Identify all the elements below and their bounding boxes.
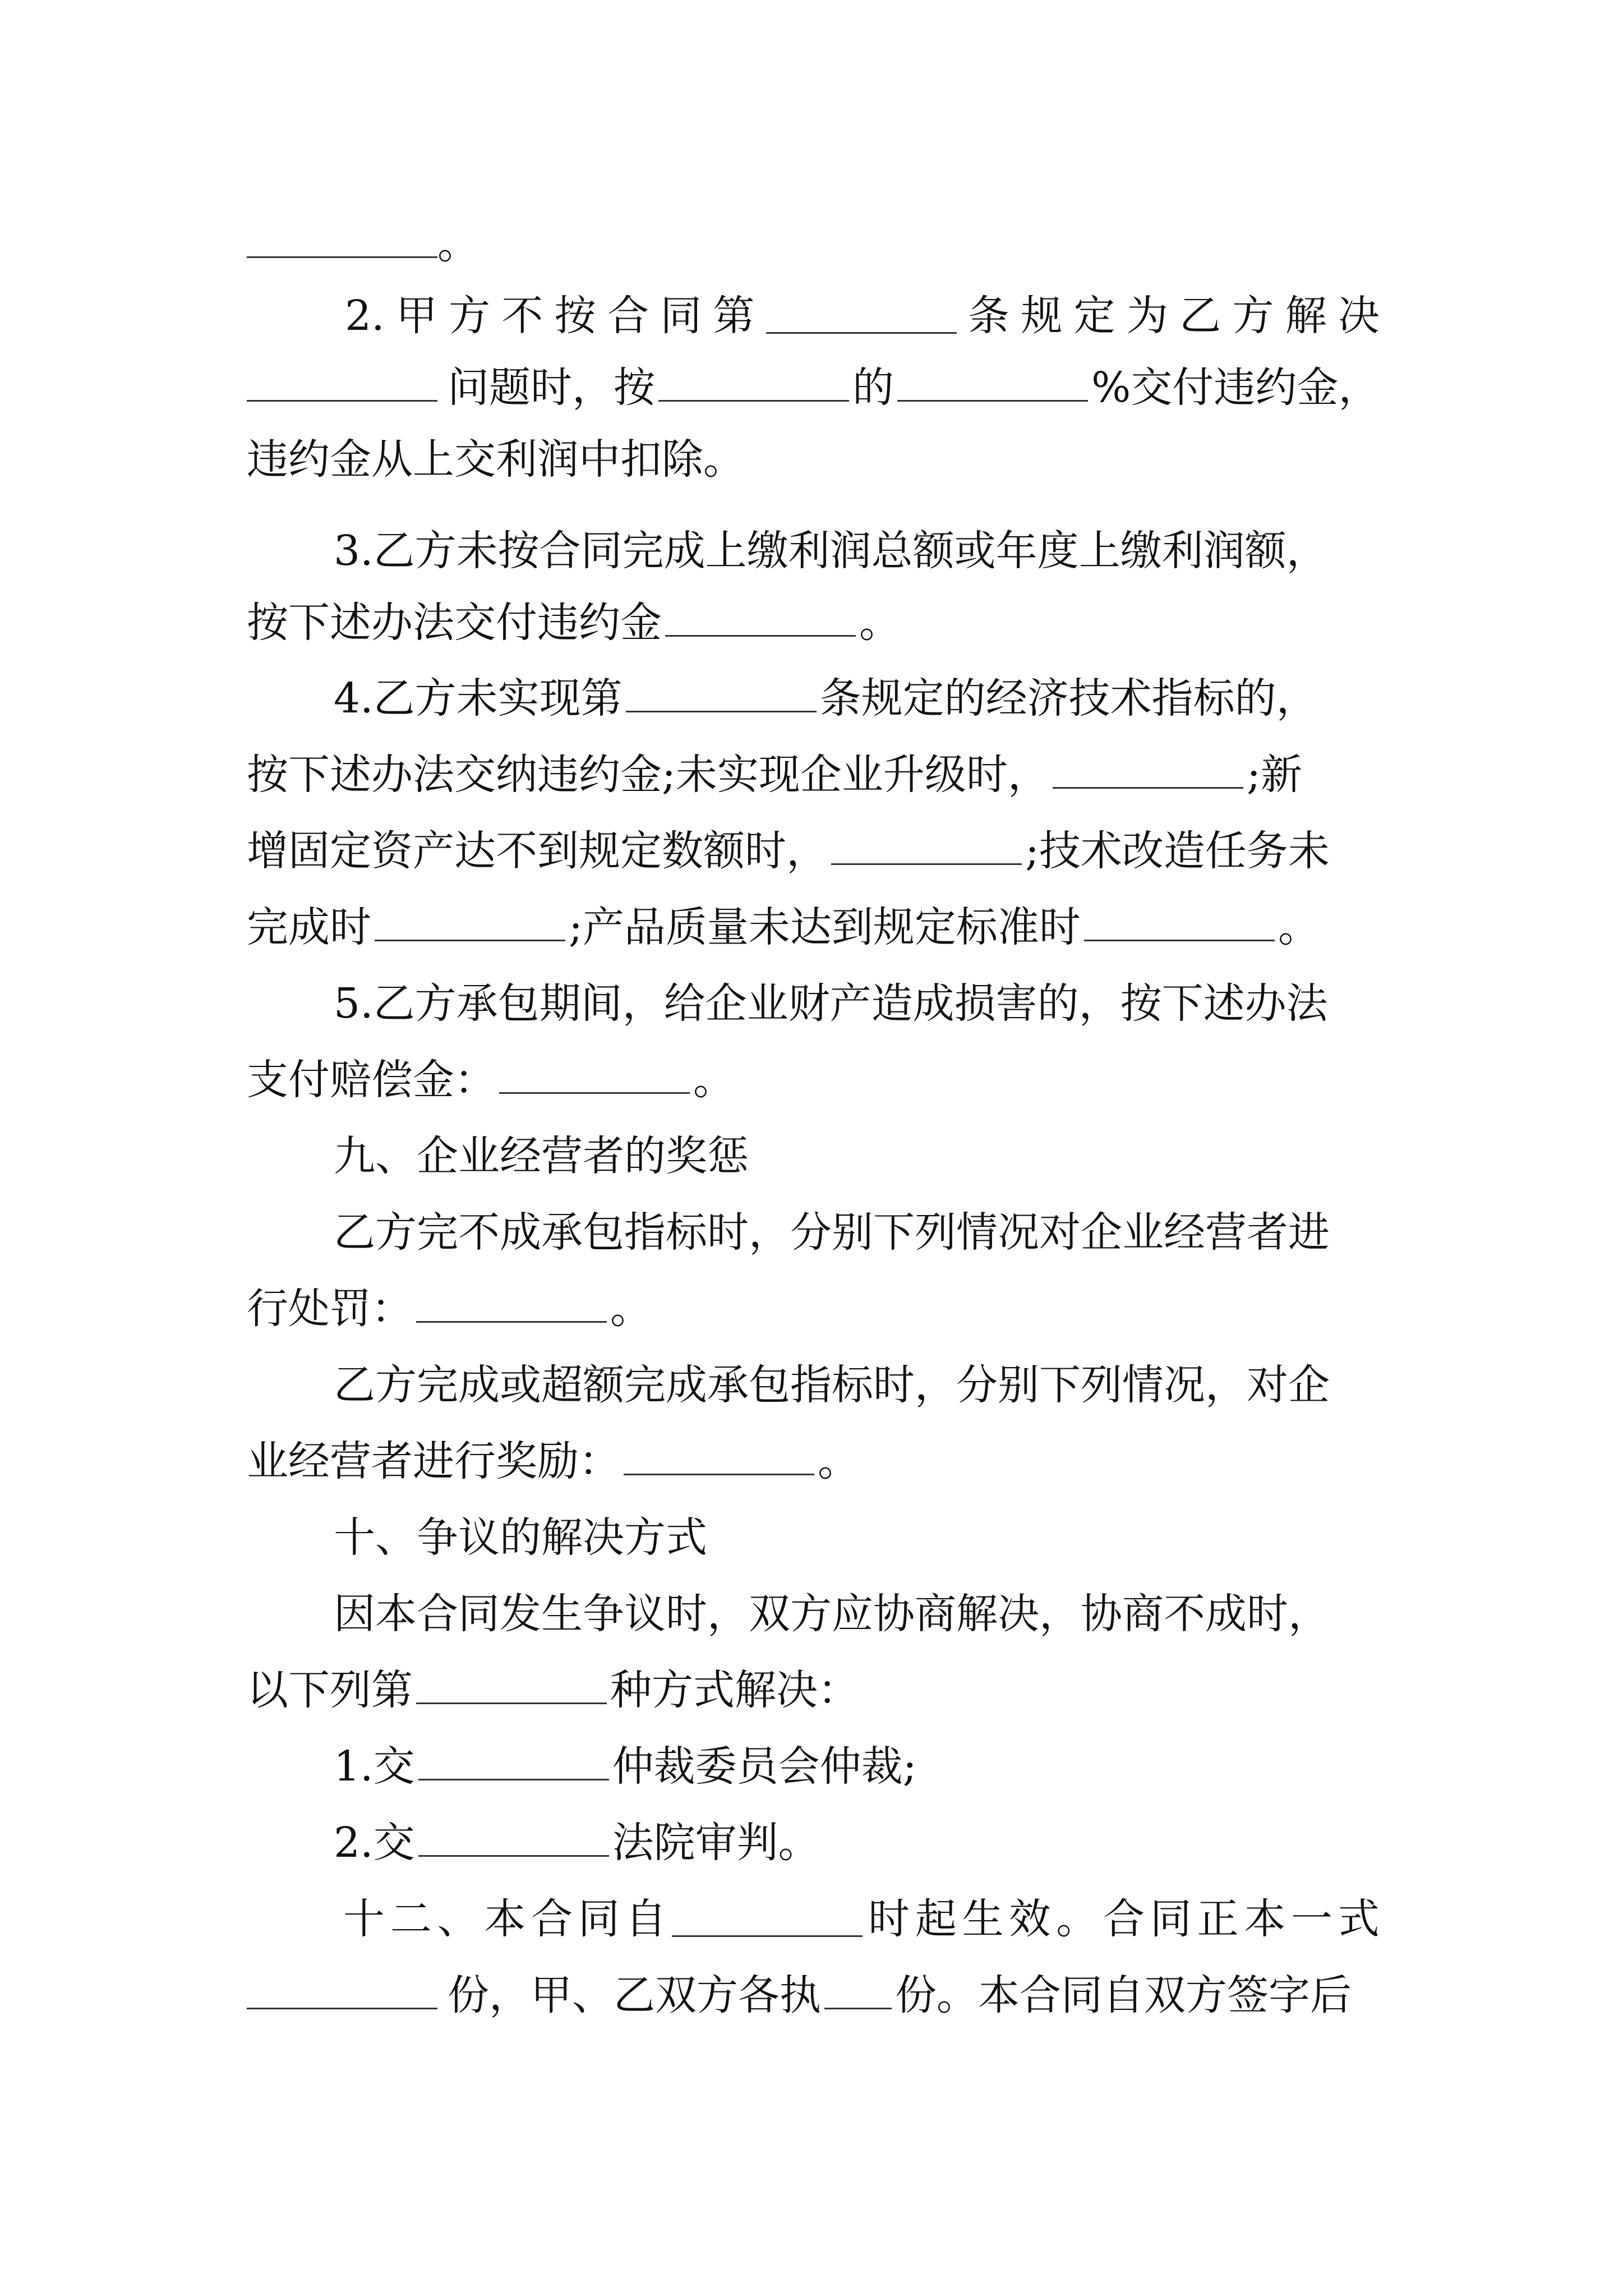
text-segment: 支付赔偿金： — [247, 1056, 496, 1104]
text-segment: 以下列第 — [247, 1666, 413, 1714]
text-segment: 的 — [852, 364, 894, 412]
fill-blank[interactable] — [247, 366, 437, 402]
text-segment: 、 — [437, 1895, 479, 1943]
text-line-9 — [247, 820, 1380, 882]
text-segment: 合 — [1103, 1895, 1145, 1943]
text-segment: 2.交 — [334, 1819, 415, 1867]
text-segment: 甲 — [395, 292, 437, 340]
fill-blank[interactable] — [824, 1974, 892, 2009]
text-line-20 — [247, 1659, 1380, 1721]
text-segment: 种方式解决： — [610, 1666, 859, 1714]
fill-blank[interactable] — [416, 1287, 607, 1323]
text-segment: 定 — [1073, 292, 1115, 340]
text-line-14: 乙方完不成承包指标时，分别下列情况对企业经营者进 — [334, 1208, 1330, 1257]
text-line-16: 乙方完成或超额完成承包指标时，分别下列情况，对企 — [334, 1361, 1330, 1409]
section-heading-disputes: 十、争议的解决方式 — [334, 1513, 707, 1562]
fill-blank[interactable] — [375, 906, 565, 941]
text-line-15 — [247, 1278, 1380, 1340]
text-segment: 。 — [610, 1285, 652, 1333]
text-segment: ;技术改造任务未 — [1025, 827, 1330, 875]
fill-blank[interactable] — [418, 1821, 609, 1857]
text-segment: 。 — [437, 220, 479, 268]
text-segment: ;产品质量未达到规定标准时 — [569, 903, 1081, 951]
text-segment: 1.交 — [334, 1742, 415, 1791]
text-segment: 。 — [818, 1437, 859, 1485]
fill-blank[interactable] — [418, 1745, 609, 1780]
text-segment: 完成时 — [247, 903, 371, 951]
fill-blank[interactable] — [624, 1440, 814, 1475]
text-segment: 。 — [693, 1056, 735, 1104]
text-segment: 自 — [625, 1895, 667, 1943]
text-segment: ;新 — [1246, 751, 1302, 799]
text-segment: 时 — [868, 1895, 910, 1943]
text-segment: 二 — [390, 1895, 432, 1943]
text-segment: 合 — [531, 1895, 573, 1943]
text-segment: 起 — [915, 1895, 957, 1943]
text-line-3 — [247, 357, 1380, 418]
text-line-10 — [247, 896, 1380, 958]
text-segment: 不 — [501, 292, 543, 340]
text-segment: 按 — [554, 292, 596, 340]
text-segment: 十 — [343, 1895, 385, 1943]
text-segment: 条规定的经济技术指标的， — [819, 674, 1318, 723]
fill-blank[interactable] — [626, 677, 817, 712]
text-segment: 业经营者进行奖励： — [247, 1437, 620, 1485]
text-segment: 效 — [1009, 1895, 1051, 1943]
text-line-21 — [334, 1736, 1380, 1797]
text-segment: 规 — [1021, 292, 1063, 340]
text-segment: 同 — [1150, 1895, 1192, 1943]
text-segment: 乙 — [1179, 292, 1221, 340]
text-line-24 — [247, 1964, 1380, 2026]
fill-blank[interactable] — [658, 366, 849, 402]
text-segment: 。 — [1278, 903, 1320, 951]
text-line-12 — [247, 1049, 1380, 1111]
text-segment: 决 — [1338, 292, 1380, 340]
fill-blank[interactable] — [672, 1902, 863, 1937]
text-line-7 — [334, 668, 1380, 729]
text-segment: 生 — [962, 1895, 1004, 1943]
text-segment: 按下述办法交付违约金 — [247, 599, 662, 647]
text-segment: 方 — [449, 292, 491, 340]
text-line-4: 违约金从上交利润中扣除。 — [247, 435, 745, 484]
text-segment: 2. — [345, 292, 385, 340]
text-line-23 — [343, 1888, 1380, 1950]
fill-blank[interactable] — [247, 1974, 437, 2009]
fill-blank[interactable] — [499, 1059, 690, 1094]
text-segment: 合 — [607, 292, 649, 340]
text-line-11: 5.乙方承包期间，给企业财产造成损害的，按下述办法 — [334, 979, 1328, 1028]
text-segment: 同 — [660, 292, 702, 340]
text-line-17 — [247, 1430, 1380, 1492]
text-segment: 份，甲、乙双方各执 — [448, 1971, 821, 2019]
text-segment: 。 — [859, 599, 901, 647]
text-segment: 同 — [578, 1895, 620, 1943]
text-segment: %交付违约金， — [1091, 364, 1380, 412]
text-segment: 法院审判。 — [612, 1819, 820, 1867]
fill-blank[interactable] — [1053, 753, 1243, 789]
text-segment: 按下述办法交纳违约金;未实现企业升级时， — [247, 751, 1049, 799]
text-line-22 — [334, 1812, 1380, 1874]
text-line-8 — [247, 744, 1380, 806]
text-segment: 本 — [484, 1895, 526, 1943]
fill-blank[interactable] — [416, 1669, 607, 1704]
fill-blank[interactable] — [897, 366, 1088, 402]
text-line-2 — [345, 285, 1380, 347]
text-segment: 4.乙方未实现第 — [334, 674, 623, 723]
text-segment: 份。本合同自双方签字后 — [895, 1971, 1352, 2019]
text-line-6 — [247, 592, 1380, 654]
text-segment: 本 — [1244, 1895, 1286, 1943]
fill-blank[interactable] — [831, 830, 1022, 865]
text-segment: 。 — [1056, 1895, 1098, 1943]
text-segment: 式 — [1338, 1895, 1380, 1943]
text-segment: 一 — [1291, 1895, 1333, 1943]
text-line-1 — [247, 213, 1380, 275]
fill-blank[interactable] — [766, 298, 957, 334]
section-heading-rewards: 九、企业经营者的奖惩 — [334, 1132, 749, 1180]
fill-blank[interactable] — [665, 601, 856, 637]
text-line-5: 3.乙方未按合同完成上缴利润总额或年度上缴利润额， — [334, 527, 1328, 575]
fill-blank[interactable] — [247, 223, 437, 258]
text-segment: 增固定资产达不到规定数额时， — [247, 827, 828, 875]
text-segment: 仲裁委员会仲裁; — [612, 1742, 917, 1791]
text-segment: 为 — [1126, 292, 1168, 340]
text-segment: 方 — [1232, 292, 1274, 340]
text-segment: 问题时，按 — [448, 364, 655, 412]
text-line-19: 因本合同发生争议时，双方应协商解决，协商不成时， — [334, 1590, 1330, 1638]
text-segment: 正 — [1197, 1895, 1239, 1943]
fill-blank[interactable] — [1084, 906, 1275, 941]
text-segment: 条 — [968, 292, 1009, 340]
text-segment: 行处罚： — [247, 1285, 413, 1333]
text-segment: 解 — [1285, 292, 1327, 340]
text-segment: 第 — [713, 292, 755, 340]
